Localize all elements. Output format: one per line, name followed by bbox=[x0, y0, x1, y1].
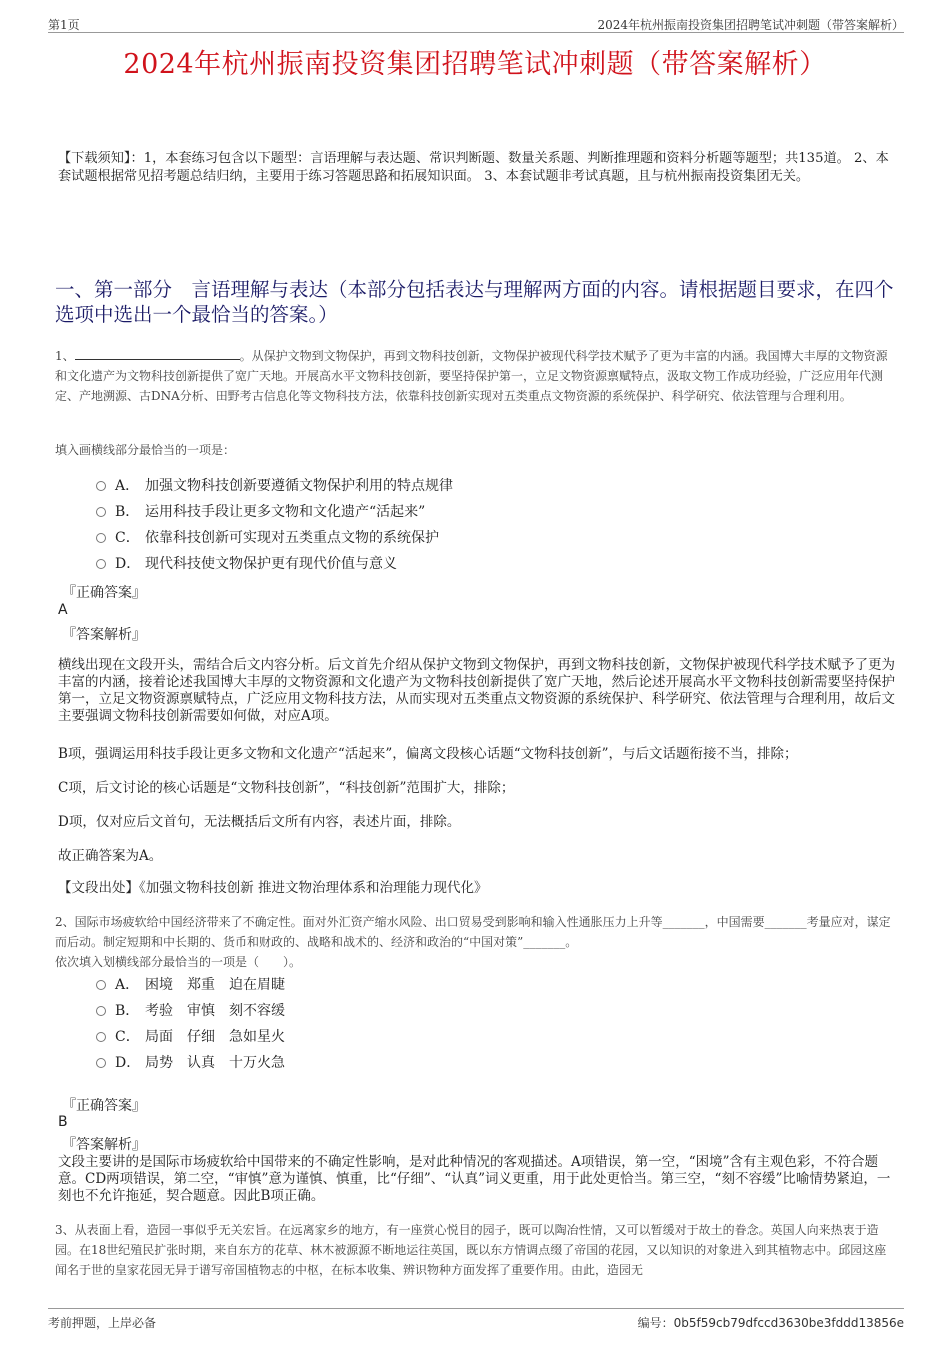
analysis-paragraph: D项，仅对应后文首句，无法概括后文所有内容，表述片面，排除。 bbox=[58, 814, 461, 830]
analysis-paragraph: 横线出现在文段开头，需结合后文内容分析。后文首先介绍从保护文物到文物保护，再到文物科技创新，文物保护被现代科学技术赋予了更为丰富的内涵，接着论述我国博大丰厚的文物资源和文化遗产为文物科技创新提供了宽广天地，然后论述开展高水平文物科技创新需要坚持保护第一，立足文物资源禀赋特点，广泛应用文物科技方法，从而实现对五类重点文物资源的系统保护、科学研究、依法管理与合理利用，故后文主要强调文物科技创新需要如何做，对应A项。 bbox=[58, 657, 895, 724]
option-a[interactable]: A． 加强文物科技创新要遵循文物保护利用的特点规律 bbox=[96, 473, 453, 499]
analysis-paragraph: C项，后文讨论的核心话题是“文物科技创新”，“科技创新”范围扩大，排除； bbox=[58, 780, 515, 796]
header-title: 2024年杭州振南投资集团招聘笔试冲刺题（带答案解析） bbox=[597, 18, 904, 32]
download-notice: 【下载须知】：1，本套练习包含以下题型：言语理解与表达题、常识判断题、数量关系题、判断推理题和资料分析题等题型；共135道。 2、本套试题根据常见招考题总结归纳，主要用于练习答题思路和拓展知识面。 3、本套试题非考试真题，且与杭州振南投资集团无关。 bbox=[58, 151, 889, 184]
answer-label: 『正确答案』 bbox=[62, 585, 146, 601]
question-3-stem: 3、从表面上看，造园一事似乎无关宏旨。在远离家乡的地方，有一座赏心悦目的园子，既可以陶冶性情，又可以暂缓对于故土的眷念。英国人向来热衷于造园。在18世纪殖民扩张时期，来自东方的花草、林木被源源不断地运往英国，既以东方情调点缀了帝国的花园，又以知识的对象进入到其植物志中。邱园这座闻名于世的皇家花园无异于谱写帝国植物志的中枢，在标本收集、辨识物种方面发挥了重要作用。由此，造园无 bbox=[55, 1223, 887, 1277]
analysis-label: 『答案解析』 bbox=[62, 1137, 146, 1153]
correct-answer: A bbox=[58, 602, 68, 618]
radio-icon[interactable] bbox=[96, 533, 106, 543]
section-heading: 一、第一部分 言语理解与表达（本部分包括表达与理解两方面的内容。请根据题目要求，在四个选项中选出一个最恰当的答案。） bbox=[55, 278, 894, 326]
question-text: 。从保护文物到文物保护，再到文物科技创新，文物保护被现代科学技术赋予了更为丰富的内涵。我国博大丰厚的文物资源和文化遗产为文物科技创新提供了宽广天地。开展高水平文物科技创新，要坚持保护第一，立足文物资源禀赋特点，汲取文物工作成功经验，广泛应用年代测定、产地溯源、古DNA分析、田野考古信息化等文物科技方法，依靠科技创新实现对五类重点文物资源的系统保护、科学研究、依法管理与合理利用。 bbox=[55, 349, 888, 403]
answer-label: 『正确答案』 bbox=[62, 1098, 146, 1114]
correct-answer: B bbox=[58, 1114, 68, 1130]
radio-icon[interactable] bbox=[96, 1032, 106, 1042]
option-b[interactable]: B． 考验 审慎 刻不容缓 bbox=[96, 998, 285, 1024]
question-1-options bbox=[96, 473, 453, 577]
page-number: 第1页 bbox=[48, 18, 80, 32]
analysis-paragraph: 文段主要讲的是国际市场疲软给中国带来的不确定性影响，是对此种情况的客观描述。A项错误，第一空，“困境”含有主观色彩，不符合题意。CD两项错误，第二空，“审慎”意为谨慎、慎重，比“仔细”、“认真”词义更重，用于此处更恰当。第三空，“刻不容缓”比喻情势紧迫，一刻也不允许拖延，契合题意。因此B项正确。 bbox=[58, 1154, 891, 1204]
source-note: 【文段出处】《加强文物科技创新 推进文物治理体系和治理能力现代化》 bbox=[58, 880, 488, 896]
analysis-paragraph: 故正确答案为A。 bbox=[58, 848, 163, 864]
fill-blank bbox=[75, 347, 240, 360]
radio-icon[interactable] bbox=[96, 1058, 106, 1068]
radio-icon[interactable] bbox=[96, 507, 106, 517]
document-code: 编号：0b5f59cb79dfccd3630be3fddd13856e bbox=[637, 1316, 904, 1330]
option-c[interactable]: C． 依靠科技创新可实现对五类重点文物的系统保护 bbox=[96, 525, 453, 551]
option-a[interactable]: A． 困境 郑重 迫在眉睫 bbox=[96, 972, 285, 998]
analysis-paragraph: B项，强调运用科技手段让更多文物和文化遗产“活起来”，偏离文段核心话题“文物科技创新”，与后文话题衔接不当，排除； bbox=[58, 746, 798, 762]
radio-icon[interactable] bbox=[96, 559, 106, 569]
radio-icon[interactable] bbox=[96, 980, 106, 990]
question-2-options bbox=[96, 972, 285, 1076]
question-number: 1、 bbox=[55, 349, 75, 363]
question-1-stem bbox=[55, 346, 895, 406]
option-c[interactable]: C． 局面 仔细 急如星火 bbox=[96, 1024, 285, 1050]
radio-icon[interactable] bbox=[96, 481, 106, 491]
question-1-prompt: 填入画横线部分最恰当的一项是： bbox=[55, 443, 236, 457]
question-2-prompt: 依次填入划横线部分最恰当的一项是（ ）。 bbox=[55, 955, 302, 969]
page-header bbox=[48, 14, 904, 33]
option-d[interactable]: D． 现代科技使文物保护更有现代价值与意义 bbox=[96, 551, 453, 577]
document-title: 2024年杭州振南投资集团招聘笔试冲刺题（带答案解析） bbox=[123, 49, 827, 80]
analysis-label: 『答案解析』 bbox=[62, 627, 146, 643]
page-footer bbox=[48, 1308, 904, 1333]
radio-icon[interactable] bbox=[96, 1006, 106, 1016]
option-d[interactable]: D． 局势 认真 十万火急 bbox=[96, 1050, 285, 1076]
footer-slogan: 考前押题，上岸必备 bbox=[48, 1316, 157, 1330]
option-b[interactable]: B． 运用科技手段让更多文物和文化遗产“活起来” bbox=[96, 499, 453, 525]
question-2-stem: 2、国际市场疲软给中国经济带来了不确定性。面对外汇资产缩水风险、出口贸易受到影响和输入性通胀压力上升等_______，中国需要_______考量应对，谋定而后动。制定短期和中长期的、货币和财政的、战略和战术的、经济和政治的“中国对策”_______。 bbox=[55, 915, 891, 949]
